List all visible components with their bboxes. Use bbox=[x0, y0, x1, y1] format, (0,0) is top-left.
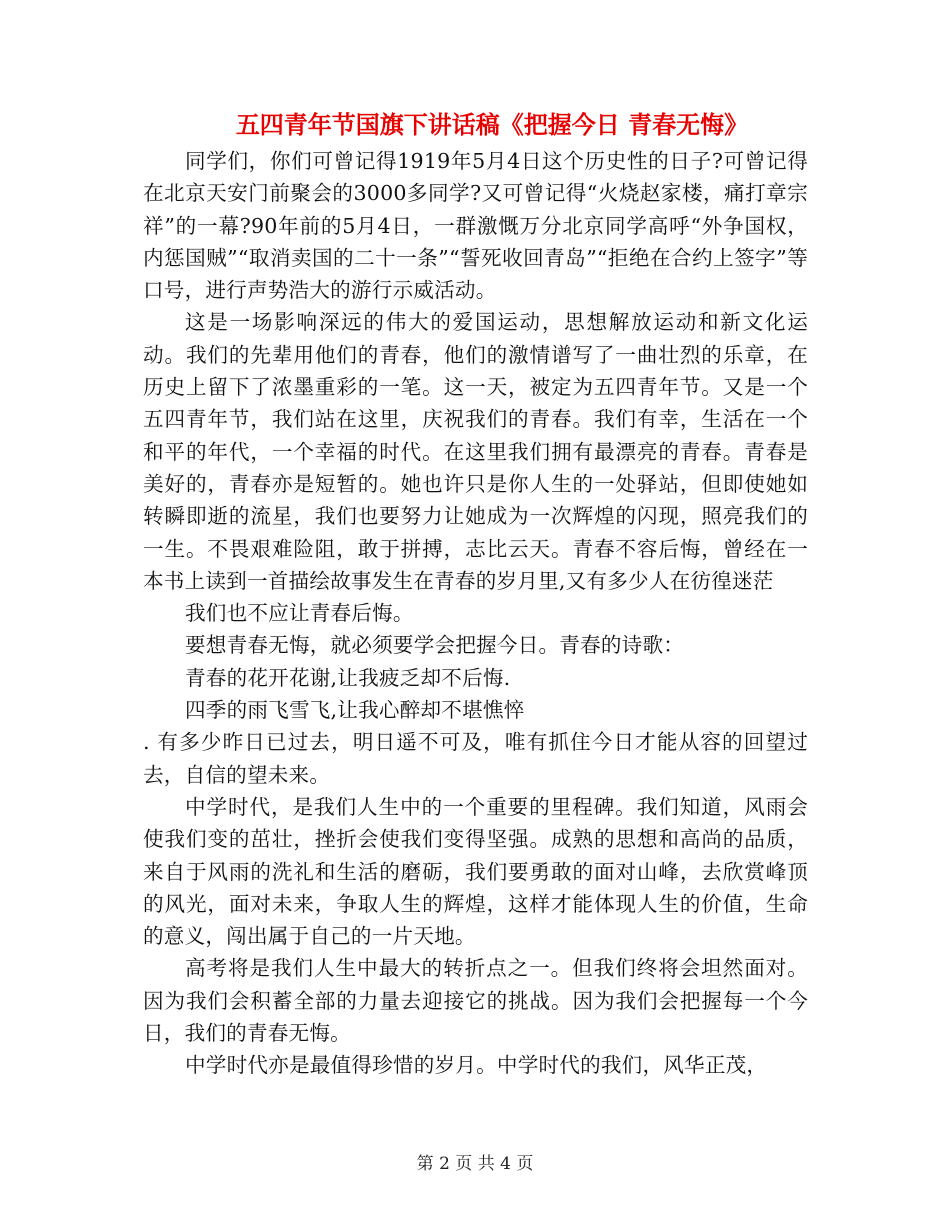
paragraph-3: 我们也不应让青春后悔。 bbox=[185, 601, 414, 626]
paragraph-7: 高考将是我们人生中最大的转折点之一。但我们终将会坦然面对。因为我们会积蓄全部的力量去迎接它的挑战。因为我们会把握每一个今日，我们的青春无悔。 bbox=[143, 956, 808, 1046]
paragraph-8: 中学时代亦是最值得珍惜的岁月。中学时代的我们，风华正茂， bbox=[185, 1053, 768, 1078]
poem-line-1: 青春的花开花谢,让我疲乏却不后悔. bbox=[185, 665, 511, 690]
paragraph-4: 要想青春无悔，就必须要学会把握今日。青春的诗歌： bbox=[185, 633, 685, 658]
document-title: 五四青年节国旗下讲话稿《把握今日 青春无悔》 bbox=[235, 111, 749, 139]
page-footer: 第 2 页 共 4 页 bbox=[416, 1154, 534, 1174]
paragraph-1: 同学们，你们可曾记得1919年5月4日这个历史性的日子?可曾记得在北京天安门前聚会的3000多同学?又可曾记得“火烧赵家楼，痛打章宗祥”的一幕?90年前的5月4日，一群激慨万分北京同学高呼“外争国权，内惩国贼”“取消卖国的二十一条”“誓死收回青岛”“拒绝在合约上签字”等口号，进行声势浩大的游行示威活动。 bbox=[143, 149, 808, 303]
document-body bbox=[143, 145, 808, 1082]
paragraph-2: 这是一场影响深远的伟大的爱国运动，思想解放运动和新文化运动。我们的先辈用他们的青春，他们的激情谱写了一曲壮烈的乐章，在历史上留下了浓墨重彩的一笔。这一天，被定为五四青年节。又是一个五四青年节，我们站在这里，庆祝我们的青春。我们有幸，生活在一个和平的年代，一个幸福的时代。在这里我们拥有最漂亮的青春。青春是美好的，青春亦是短暂的。她也许只是你人生的一处驿站，但即使她如转瞬即逝的流星，我们也要努力让她成为一次辉煌的闪现，照亮我们的一生。不畏艰难险阻，敢于拼搏，志比云天。青春不容后悔，曾经在一本书上读到一首描绘故事发生在青春的岁月里,又有多少人在彷徨迷茫 bbox=[143, 310, 808, 593]
paragraph-5: . 有多少昨日已过去，明日遥不可及，唯有抓住今日才能从容的回望过去，自信的望未来。 bbox=[143, 730, 808, 787]
poem-line-2: 四季的雨飞雪飞,让我心醉却不堪憔悴 bbox=[185, 698, 525, 723]
paragraph-6: 中学时代，是我们人生中的一个重要的里程碑。我们知道，风雨会使我们变的茁壮，挫折会使我们变得坚强。成熟的思想和高尚的品质，来自于风雨的洗礼和生活的磨砺，我们要勇敢的面对山峰，去欣赏峰顶的风光，面对未来，争取人生的辉煌，这样才能体现人生的价值，生命的意义，闯出属于自己的一片天地。 bbox=[143, 794, 808, 949]
